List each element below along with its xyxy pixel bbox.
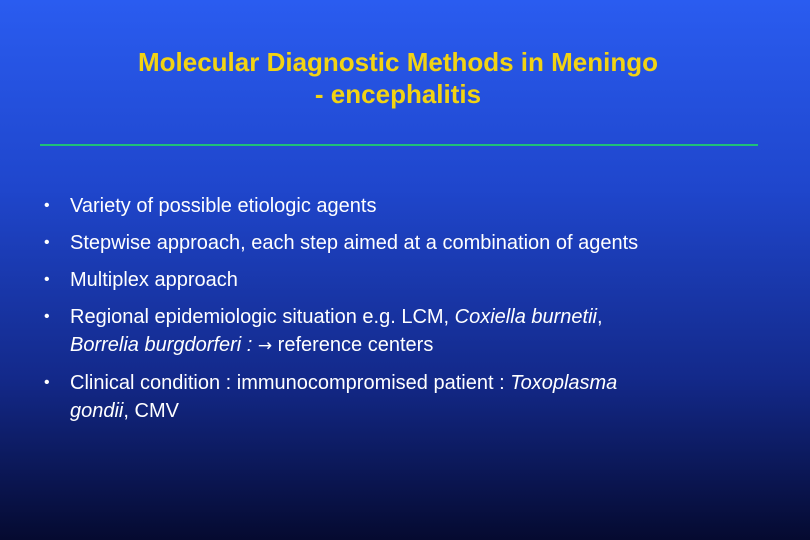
bullet-icon: • [44,374,50,391]
bullet-text-line-1 [70,369,774,397]
bullet-text-line-2 [70,397,774,425]
bullet-item [44,303,774,360]
bullet-text-line-2 [70,331,774,360]
arrow-right-icon: → [257,336,273,356]
bullet-text: , CMV [123,400,179,422]
bullet-item [44,229,774,257]
bullet-text: Stepwise approach, each step aimed at a combination of agents [70,232,639,254]
organism-name: Toxoplasma [510,372,618,394]
bullet-item [44,266,774,294]
bullet-text: reference centers [272,334,434,356]
slide-title [0,46,796,110]
bullet-text: Variety of possible etiologic agents [70,195,377,217]
bullet-icon: • [44,271,50,288]
bullet-item [44,369,774,425]
bullet-icon: • [44,234,50,251]
bullet-icon: • [44,197,50,214]
title-divider [40,144,758,146]
bullet-text: Regional epidemiologic situation e.g. LCM, [70,306,455,328]
bullet-text: , [596,306,603,328]
organism-name: gondii [70,400,124,422]
title-line-2: - encephalitis [314,79,482,109]
organism-name: Borrelia burgdorferi : [70,334,253,356]
bullet-text-line-1 [70,303,774,331]
bullet-text: Clinical condition : immunocompromised patient : [70,372,511,394]
title-line-1: Molecular Diagnostic Methods in Meningo [137,47,659,77]
bullet-list [44,192,774,434]
bullet-item [44,192,774,220]
organism-name: Coxiella burnetii [454,306,597,328]
bullet-icon: • [44,308,50,325]
bullet-text: Multiplex approach [70,269,238,291]
